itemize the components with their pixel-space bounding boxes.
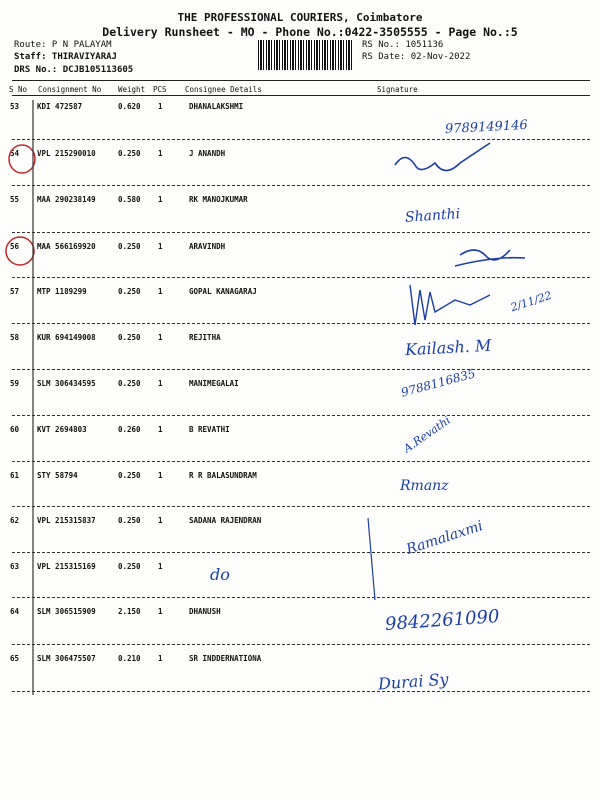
- row-consignment: SLM 306475507: [37, 654, 96, 663]
- row-weight: 0.260: [118, 425, 141, 434]
- col-signature: Signature: [377, 85, 418, 94]
- ditto-mark: do: [210, 565, 230, 584]
- row-pcs: 1: [158, 379, 163, 388]
- row-signature: 9842261090: [384, 606, 501, 635]
- row-weight: 2.150: [118, 607, 141, 616]
- row-signature: Shanthi: [404, 206, 461, 226]
- row-sno: 58: [10, 333, 20, 342]
- route-label: Route: P N PALAYAM: [14, 40, 112, 50]
- row-pcs: 1: [158, 425, 163, 434]
- row-signature: 9788116835: [399, 366, 477, 400]
- row-pcs: 1: [158, 654, 163, 663]
- row-signature: Kailash. M: [404, 335, 492, 360]
- row-consignment: MAA 290238149: [37, 195, 96, 204]
- row-pcs: 1: [158, 607, 163, 616]
- row-62-63-bracket: [368, 518, 375, 600]
- row-consignee: SADANA RAJENDRAN: [189, 516, 262, 525]
- row-sno: 55: [10, 195, 20, 204]
- row-pcs: 1: [158, 562, 163, 571]
- row-consignee: REJITHA: [189, 333, 221, 342]
- row-sno: 54: [10, 149, 20, 158]
- col-pcs: PCS: [153, 85, 167, 94]
- row-56-circle-mark: [6, 237, 34, 265]
- row-consignment: VPL 215315169: [37, 562, 96, 571]
- row-consignee: DHANALAKSHMI: [189, 102, 244, 111]
- row-consignment: KDI 472587: [37, 102, 83, 111]
- col-sno: S No: [9, 85, 28, 94]
- row-sno: 61: [10, 471, 20, 480]
- row-57-signature-scribble: [410, 285, 490, 325]
- row-pcs: 1: [158, 195, 163, 204]
- row-consignment: KUR 694149008: [37, 333, 96, 342]
- row-pcs: 1: [158, 333, 163, 342]
- row-consignee: SR INDDERNATIONA: [189, 654, 262, 663]
- row-sno: 60: [10, 425, 20, 434]
- row-weight: 0.620: [118, 102, 141, 111]
- row-pcs: 1: [158, 149, 163, 158]
- row-sno: 59: [10, 379, 20, 388]
- row-pcs: 1: [158, 516, 163, 525]
- row-sno: 53: [10, 102, 20, 111]
- row-weight: 0.250: [118, 242, 141, 251]
- row-weight: 0.580: [118, 195, 141, 204]
- rs-number: RS No.: 1051136: [362, 40, 444, 50]
- row-consignee: B REVATHI: [189, 425, 230, 434]
- row-54-signature-scribble: [395, 143, 490, 171]
- row-consignment: SLM 306515909: [37, 607, 96, 616]
- row-sno: 56: [10, 242, 20, 251]
- row-consignment: SLM 306434595: [37, 379, 96, 388]
- row-weight: 0.250: [118, 379, 141, 388]
- row-signature: 9789149146: [444, 117, 529, 138]
- document-title: THE PROFESSIONAL COURIERS, Coimbatore: [177, 11, 423, 24]
- row-signature: 2/11/22: [509, 288, 554, 315]
- row-sno: 62: [10, 516, 20, 525]
- row-signature: Ramalaxmi: [404, 518, 485, 558]
- row-consignee: J ANANDH: [189, 149, 226, 158]
- row-consignment: KVT 2694803: [37, 425, 87, 434]
- row-consignment: MTP 1189299: [37, 287, 87, 296]
- row-consignee: RK MANOJKUMAR: [189, 195, 248, 204]
- rs-date: RS Date: 02-Nov-2022: [362, 52, 471, 62]
- row-weight: 0.250: [118, 149, 141, 158]
- row-consignee: DHANUSH: [189, 607, 221, 616]
- row-weight: 0.250: [118, 562, 141, 571]
- row-consignee: ARAVINDH: [189, 242, 226, 251]
- row-signature: A.Revathi: [401, 413, 453, 456]
- row-pcs: 1: [158, 242, 163, 251]
- row-consignment: VPL 215315837: [37, 516, 96, 525]
- row-consignment: MAA 566169920: [37, 242, 96, 251]
- row-weight: 0.250: [118, 333, 141, 342]
- row-pcs: 1: [158, 102, 163, 111]
- row-weight: 0.210: [118, 654, 141, 663]
- row-sno: 64: [10, 607, 20, 616]
- row-consignee: GOPAL KANAGARAJ: [189, 287, 257, 296]
- row-weight: 0.250: [118, 287, 141, 296]
- row-sno: 65: [10, 654, 20, 663]
- row-54-circle-mark: [9, 145, 35, 173]
- row-consignment: STY 58794: [37, 471, 78, 480]
- row-consignee: MANIMEGALAI: [189, 379, 239, 388]
- document-subtitle: Delivery Runsheet - MO - Phone No.:0422-3505555 - Page No.:5: [102, 25, 518, 39]
- row-consignee: R R BALASUNDRAM: [189, 471, 257, 480]
- row-sno: 63: [10, 562, 20, 571]
- row-signature: Durai Sy: [377, 669, 450, 694]
- row-weight: 0.250: [118, 471, 141, 480]
- drs-label: DRS No.: DCJB105113605: [14, 65, 134, 75]
- col-consignment: Consignment No: [38, 85, 102, 94]
- row-sno: 57: [10, 287, 20, 296]
- row-signature: Rmanz: [400, 478, 449, 494]
- staff-label: Staff: THIRAVIYARAJ: [14, 52, 117, 62]
- row-56-signature-scribble: [455, 250, 525, 266]
- col-consignee: Consignee Details: [185, 85, 262, 94]
- row-pcs: 1: [158, 471, 163, 480]
- row-consignment: VPL 215290010: [37, 149, 96, 158]
- row-weight: 0.250: [118, 516, 141, 525]
- row-pcs: 1: [158, 287, 163, 296]
- col-weight: Weight: [118, 85, 146, 94]
